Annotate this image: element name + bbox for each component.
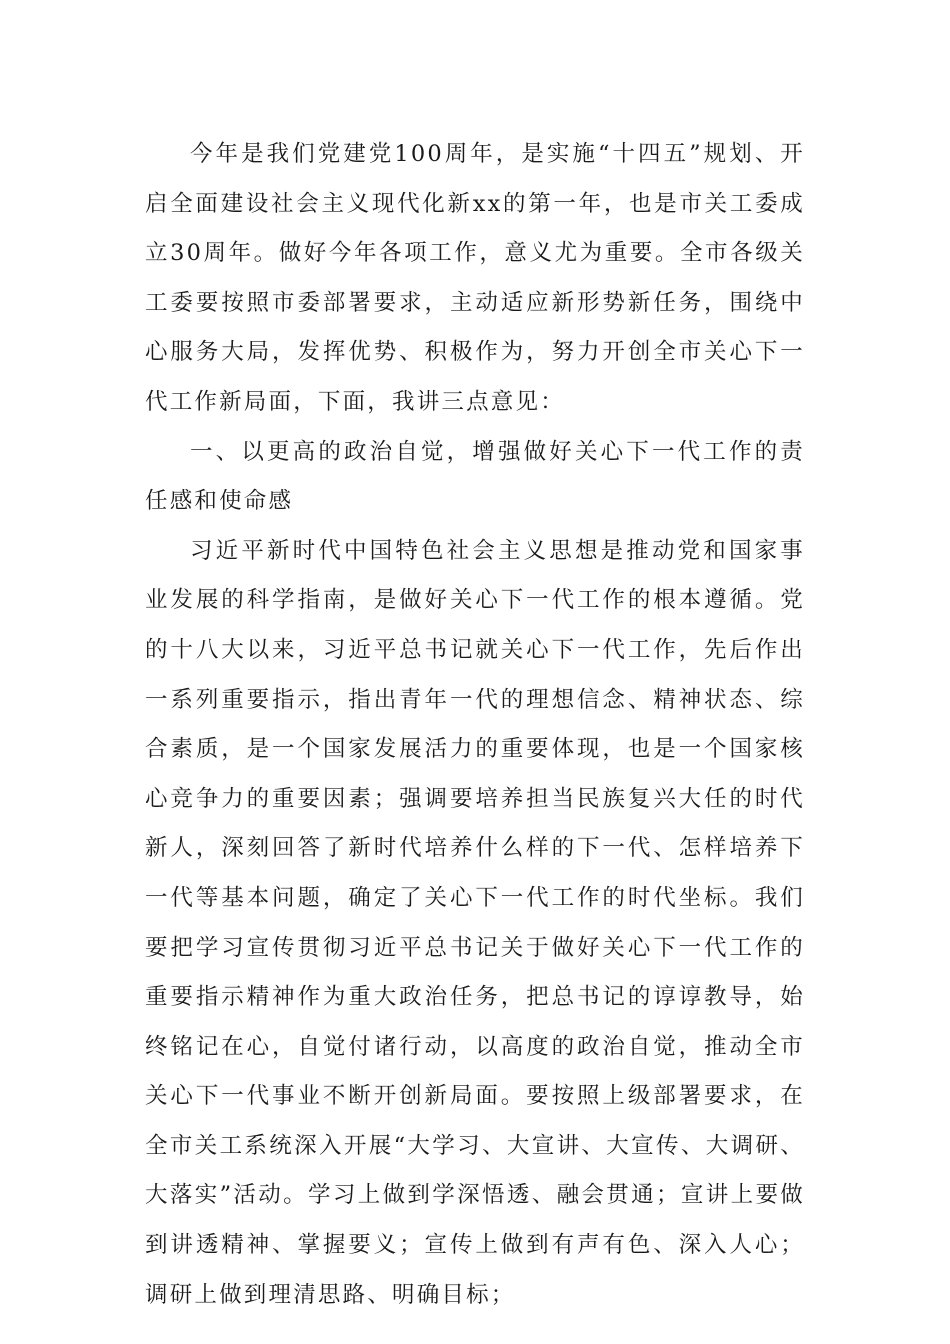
section-heading-1: 一、以更高的政治自觉，增强做好关心下一代工作的责任感和使命感 [145, 438, 805, 515]
document-body [145, 130, 805, 1320]
paragraph-intro: 今年是我们党建党100周年，是实施“十四五”规划、开启全面建设社会主义现代化新xx的第一年，也是市关工委成立30周年。做好今年各项工作，意义尤为重要。全市各级关工委要按照市委部署要求，主动适应新形势新任务，围绕中心服务大局，发挥优势、积极作为，努力开创全市关心下一代工作新局面，下面，我讲三点意见： [145, 141, 805, 415]
paragraph-section-1: 习近平新时代中国特色社会主义思想是推动党和国家事业发展的科学指南，是做好关心下一代工作的根本遵循。党的十八大以来，习近平总书记就关心下一代工作，先后作出一系列重要指示，指出青年一代的理想信念、精神状态、综合素质，是一个国家发展活力的重要体现，也是一个国家核心竞争力的重要因素；强调要培养担当民族复兴大任的时代新人，深刻回答了新时代培养什么样的下一代、怎样培养下一代等基本问题，确定了关心下一代工作的时代坐标。我们要把学习宣传贯彻习近平总书记关于做好关心下一代工作的重要指示精神作为重大政治任务，把总书记的谆谆教导，始终铭记在心，自觉付诸行动，以高度的政治自觉，推动全市关心下一代事业不断开创新局面。要按照上级部署要求，在全市关工系统深入开展“大学习、大宣讲、大宣传、大调研、大落实”活动。学习上做到学深悟透、融会贯通；宣讲上要做到讲透精神、掌握要义；宣传上做到有声有色、深入人心；调研上做到理清思路、明确目标； [145, 537, 805, 1308]
